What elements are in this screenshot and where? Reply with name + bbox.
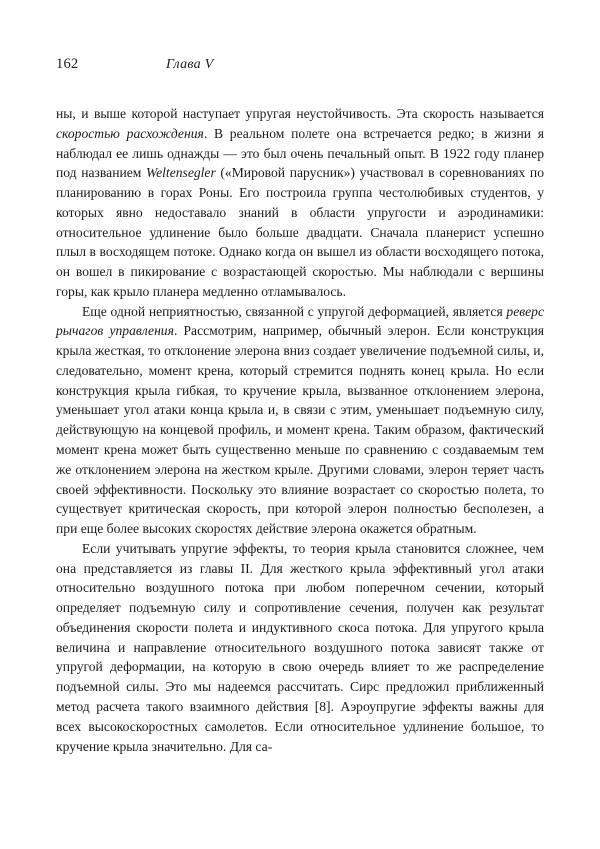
paragraph: [56, 539, 544, 756]
text-run: Если учитывать упругие эффекты, то теория крыла становится сложнее, чем она представляется из главы II. Для жесткого крыла эффективный угол атаки относительно воздушного потока при любом поперечном сечении, который определяет подъемную силу и сопротивление сечения, получен как результат объединения скорости полета и индуктивного скоса потока. Для упругого крыла величина и направление относительного воздушного потока зависят также от упругой деформации, на которую в свою очередь влияет то же распределение подъемной силы. Это мы надеемся рассчитать. Сирс предложил приближенный метод расчета такого взаимного действия [8]. Аэроупругие эффекты важны для всех высокоскоростных самолетов. Если относительное удлинение большое, то кручение крыла значительно. Для са-: [56, 540, 544, 754]
text-run: . В реальном полете она встречается редко; в жизни я наблюдал ее лишь однажды — это был очень печальный опыт. В 1922 году планер под названием: [56, 125, 545, 181]
paragraph: [56, 104, 544, 302]
emphasized-text: скоростью расхождения: [56, 125, 204, 141]
paragraph: [56, 302, 544, 539]
text-run: («Мировой парусник») участвовал в соревнованиях по планированию в горах Роны. Его построила группа честолюбивых студентов, у которых явно недоставало знаний в области упругости и аэродинамики: относительное удлинение было больше двадцати. Сначала планерист успешно плыл в восходящем потоке. Однако когда он вышел из области восходящего потока, он вошел в пикирование с возрастающей скоростью. Мы наблюдали с вершины горы, как крыло планера медленно отламывалось.: [56, 165, 544, 299]
page-number: 162: [56, 56, 79, 72]
emphasized-text: Weltensegler: [146, 165, 216, 181]
text-run: . Рассмотрим, например, обычный элерон. Если конструкция крыла жесткая, то отклонение элерона вниз создает увеличение подъемной силы, и, следовательно, момент крена, который стремится поднять конец крыла. Но если конструкция крыла гибкая, то кручение крыла, вызванное отклонением элерона, уменьшает угол атаки конца крыла и, в связи с этим, уменьшает подъемную силу, действующую на концевой профиль, и момент крена. Таким образом, фактический момент крена может быть существенно меньше по сравнению с создаваемым тем же отклонением элерона на жестком крыле. Другими словами, элерон теряет часть своей эффективности. Поскольку это влияние возрастает со скоростью полета, то существует критическая скорость, при которой элерон полностью бесполезен, а при еще более высоких скоростях действие элерона окажется обратным.: [56, 323, 545, 537]
text-run: ны, и выше которой наступает упругая неустойчивость. Эта скорость называется: [56, 106, 544, 121]
body-text: [56, 104, 544, 756]
text-run: Еще одной неприятностью, связанной с упругой деформацией, является: [82, 303, 507, 319]
chapter-title: Глава V: [166, 57, 214, 72]
running-head: [56, 56, 544, 86]
emphasized-text: реверс рычагов управления: [56, 303, 544, 339]
